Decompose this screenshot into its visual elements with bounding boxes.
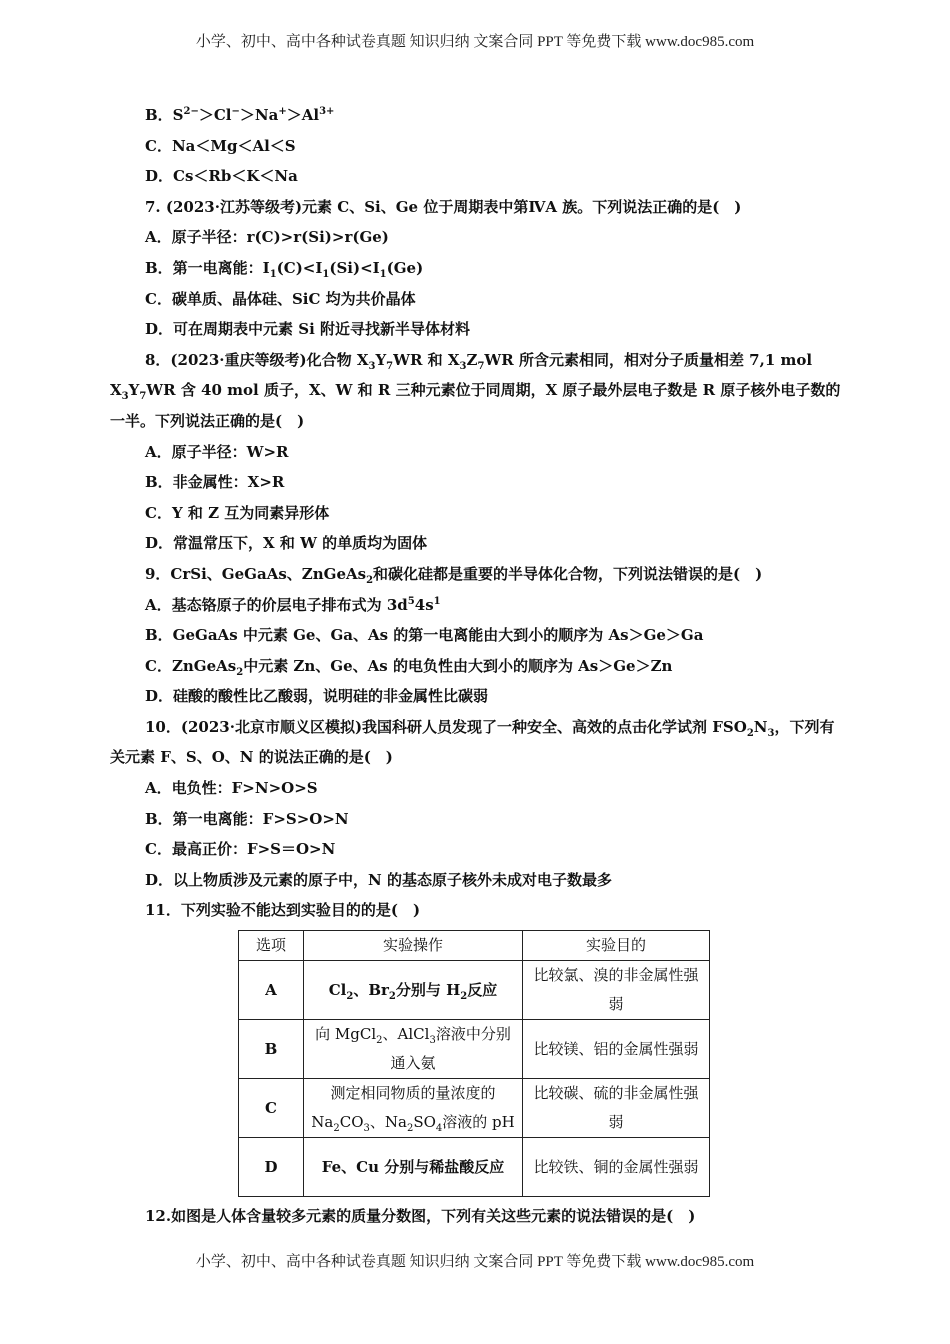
- q7-option-a: A．原子半径：r(C)>r(Si)>r(Ge): [145, 228, 389, 247]
- q9-option-c: C．ZnGeAs$_2$中元素 Zn、Ge、As 的电负性由大到小的顺序为 As＞Ge＞Zn: [145, 656, 673, 678]
- row-d-purpose: 比较铁、铜的金属性强弱: [523, 1138, 710, 1197]
- row-b-option: B: [239, 1020, 304, 1079]
- q6-option-d: D．Cs＜Rb＜K＜Na: [145, 167, 298, 186]
- row-a-purpose: 比较氯、溴的非金属性强弱: [523, 961, 710, 1020]
- q8-option-b: B．非金属性：X>R: [145, 473, 285, 492]
- q8-option-c: C．Y 和 Z 互为同素异形体: [145, 503, 330, 522]
- page-footer: 小学、初中、高中各种试卷真题 知识归纳 文案合同 PPT 等免费下载 www.doc985.com: [195, 1254, 755, 1270]
- table-row: [239, 1079, 710, 1138]
- question-content: [110, 100, 842, 1232]
- row-b-purpose: 比较镁、铝的金属性强弱: [523, 1020, 710, 1079]
- row-c-option: C: [239, 1079, 304, 1138]
- q6-option-c: C．Na＜Mg＜Al＜S: [145, 136, 296, 155]
- row-d-option: D: [239, 1138, 304, 1197]
- row-a-operation: $Cl_2$、$Br_2$分别与 $H_2$反应: [304, 961, 523, 1020]
- q10-option-a: A．电负性：F>N>O>S: [145, 779, 318, 798]
- row-d-operation: Fe、Cu 分别与稀盐酸反应: [304, 1138, 523, 1197]
- q8-stem: 8．(2023·重庆等级考)化合物 $X_3Y_7WR$ 和 $X_3Z_7WR$ 所含元素相同，相对分子质量相差 7,1 mol $X_3Y_7WR$ 含 40 mol 质子，X、W 和 R 三种元素位于同周期，X 原子最外层电子数是 R 原子核外电子数的一半。下列说法正确的是( ): [110, 350, 841, 430]
- q9-option-d: D．硅酸的酸性比乙酸弱，说明硅的非金属性比碳弱: [145, 687, 489, 706]
- table-row: [239, 1020, 710, 1079]
- table-header-purpose: 实验目的: [523, 931, 710, 961]
- q7-stem: 7. (2023·江苏等级考)元素 C、Si、Ge 位于周期表中第ⅣA 族。下列说法正确的是( ): [145, 197, 742, 216]
- row-a-option: A: [239, 961, 304, 1020]
- q11-stem: 11．下列实验不能达到实验目的的是( ): [145, 901, 421, 920]
- q10-stem: 10．(2023·北京市顺义区模拟)我国科研人员发现了一种安全、高效的点击化学试剂 $FSO_2N_3$，下列有关元素 F、S、O、N 的说法正确的是( ): [110, 717, 835, 767]
- table-header-operation: 实验操作: [304, 931, 523, 961]
- q8-option-d: D．常温常压下，X 和 W 的单质均为固体: [145, 534, 428, 553]
- q8-option-a: A．原子半径：W>R: [145, 442, 289, 461]
- table-row: [239, 961, 710, 1020]
- q7-option-d: D．可在周期表中元素 Si 附近寻找新半导体材料: [145, 320, 470, 339]
- q7-option-c: C．碳单质、晶体硅、SiC 均为共价晶体: [145, 289, 416, 308]
- q7-option-b: B．第一电离能：$I_1(C)<I_1(Si)<I_1(Ge)$: [145, 258, 424, 280]
- table-row: [239, 1138, 710, 1197]
- q9-option-a: A．基态铬原子的价层电子排布式为 $3d^54s^1$: [145, 595, 441, 614]
- q12-stem: 12.如图是人体含量较多元素的质量分数图，下列有关这些元素的说法错误的是( ): [145, 1207, 696, 1226]
- row-c-operation: 测定相同物质的量浓度的 $Na_2CO_3$、$Na_2SO_4$溶液的 pH: [304, 1079, 523, 1138]
- q10-option-b: B．第一电离能：F>S>O>N: [145, 809, 349, 828]
- table-header-option: 选项: [239, 931, 304, 961]
- q9-option-b: B．GeGaAs 中元素 Ge、Ga、As 的第一电离能由大到小的顺序为 As＞Ge＞Ga: [145, 626, 704, 645]
- q9-stem: 9．CrSi、GeGaAs、ZnGeAs$_2$和碳化硅都是重要的半导体化合物，下列说法错误的是( ): [145, 564, 763, 586]
- row-b-operation: 向 MgCl$_2$、AlCl$_3$溶液中分别通入氨: [304, 1020, 523, 1079]
- page-header: 小学、初中、高中各种试卷真题 知识归纳 文案合同 PPT 等免费下载 www.doc985.com: [195, 34, 755, 50]
- table-header-row: [239, 931, 710, 961]
- q10-option-d: D．以上物质涉及元素的原子中，N 的基态原子核外未成对电子数最多: [145, 870, 612, 889]
- experiment-table: [238, 930, 710, 1197]
- row-c-purpose: 比较碳、硫的非金属性强弱: [523, 1079, 710, 1138]
- q10-option-c: C．最高正价：F>S＝O>N: [145, 840, 336, 859]
- q6-option-b: B．$S^{2-}>Cl^->Na^+>Al^{3+}$: [145, 106, 335, 124]
